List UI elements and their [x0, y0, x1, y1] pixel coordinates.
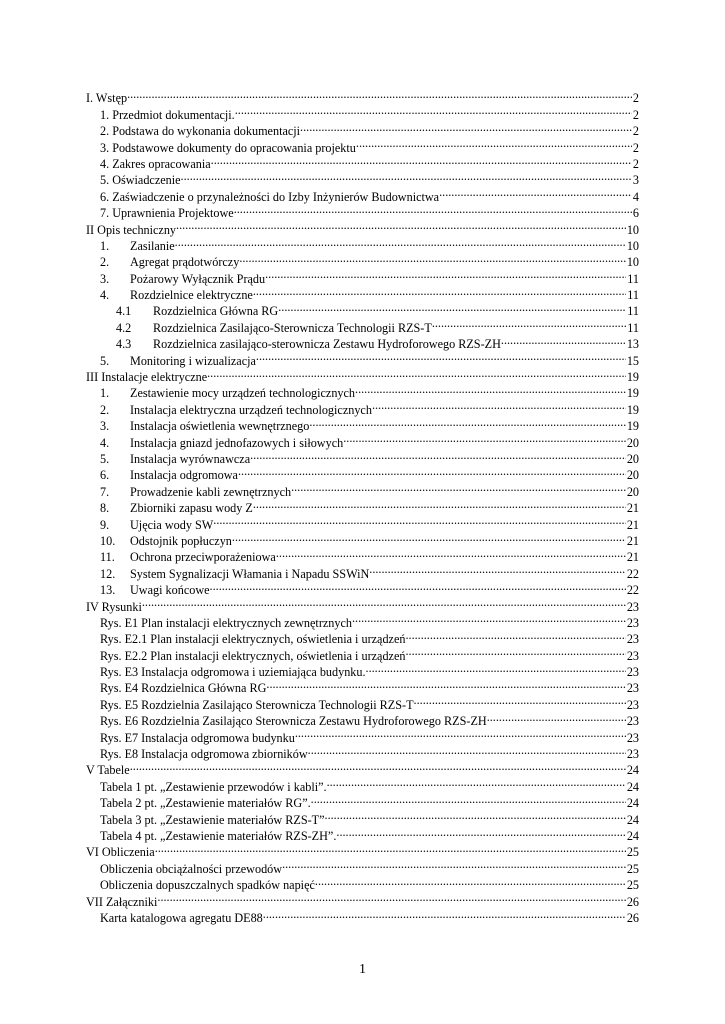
toc-entry-number: 9. [100, 517, 110, 532]
toc-dot-leader [487, 709, 626, 725]
toc-entry-number: 2. [100, 402, 110, 417]
toc-entry-title: Rys. E4 Rozdzielnica Główna RG [100, 681, 267, 696]
toc-entry-title: Rozdzielnica zasilająco-sterownicza Zestawu Hydroforowego RZS-ZH [153, 337, 501, 352]
toc-entry-page: 26 [626, 910, 639, 925]
toc-entry-title: 2. Podstawa do wykonania dokumentacji [100, 124, 301, 139]
toc-entry-page: 24 [626, 812, 639, 827]
toc-entry-title: Monitoring i wizualizacja [130, 353, 256, 368]
toc-entry-page: 20 [626, 435, 639, 450]
toc-dot-leader [405, 627, 625, 643]
toc-entry-page: 2 [632, 107, 639, 122]
toc-dot-leader [234, 201, 632, 217]
toc-entry-title: Rys. E7 Instalacja odgromowa budynku [100, 730, 295, 745]
toc-entry-page: 10 [626, 222, 639, 237]
toc-dot-leader [291, 479, 626, 495]
toc-dot-leader [295, 725, 626, 741]
toc-dot-leader [366, 660, 626, 676]
toc-dot-leader [207, 365, 626, 381]
toc-dot-leader [336, 824, 625, 840]
toc-dot-leader [355, 381, 626, 397]
toc-dot-leader [211, 152, 632, 168]
toc-entry-page: 19 [626, 370, 639, 385]
toc-entry-title: Tabela 2 pt. „Zestawienie materiałów RG”. [100, 796, 311, 811]
toc-entry-title: Rys. E5 Rozdzielnia Zasilająco Sterownicza Technologii RZS-T [100, 697, 414, 712]
toc-entry-title: Instalacja elektryczna urządzeń technologicznych [130, 402, 372, 417]
toc-entry-page: 19 [626, 386, 639, 401]
toc-entry-title: Rys. E1 Plan instalacji elektrycznych zewnętrznych [100, 615, 352, 630]
toc-dot-leader [501, 332, 626, 348]
toc-entry-page: 19 [626, 419, 639, 434]
toc-entry-title: System Sygnalizacji Włamania i Napadu SSWiN [130, 566, 370, 581]
toc-entry-title: Tabela 4 pt. „Zestawienie materiałów RZS-ZH”. [100, 828, 337, 843]
toc-entry-title: Rys. E8 Instalacja odgromowa zbiorników [100, 747, 308, 762]
toc-dot-leader [175, 234, 626, 250]
toc-dot-leader [253, 496, 626, 512]
toc-dot-leader [213, 512, 626, 528]
toc-dot-leader [369, 561, 626, 577]
toc-entry-title: Instalacja oświetlenia wewnętrznego [130, 419, 310, 434]
toc-dot-leader [300, 119, 632, 135]
toc-entry-title: Prowadzenie kabli zewnętrznych [130, 484, 292, 499]
toc-entry-page: 2 [632, 91, 639, 106]
toc-entry-page: 10 [626, 238, 639, 253]
toc-entry-title: Uwagi końcowe [130, 583, 210, 598]
toc-entry-title: Karta katalogowa agregatu DE88 [100, 910, 263, 925]
toc-entry[interactable] [86, 102, 639, 122]
toc-dot-leader [239, 250, 626, 266]
toc-dot-leader [263, 906, 626, 922]
toc-dot-leader [432, 315, 626, 331]
toc-entry-number: 4. [100, 435, 110, 450]
toc-dot-leader [130, 758, 626, 774]
toc-entry-number: 4.2 [116, 320, 132, 335]
toc-dot-leader [250, 447, 626, 463]
toc-dot-leader [308, 742, 626, 758]
toc-entry-number: 3. [100, 419, 110, 434]
toc-dot-leader [282, 856, 626, 872]
toc-entry-title: Instalacja odgromowa [130, 468, 238, 483]
toc-entry-page: 11 [627, 304, 639, 319]
toc-entry-page: 21 [626, 501, 639, 516]
toc-entry-title: V Tabele [86, 763, 130, 778]
toc-entry-title: Pożarowy Wyłącznik Prądu [130, 271, 266, 286]
toc-entry-title: IV Rysunki [86, 599, 142, 614]
toc-entry-page: 22 [626, 566, 639, 581]
toc-entry-page: 4 [632, 189, 639, 204]
toc-entry-page: 23 [626, 665, 639, 680]
toc-entry-page: 21 [626, 550, 639, 565]
toc-entry-number: 1. [100, 386, 110, 401]
page-number: 1 [359, 962, 366, 977]
toc-entry-title: Rys. E2.2 Plan instalacji elektrycznych, oświetlenia i urządzeń [100, 648, 406, 663]
toc-entry-page: 2 [632, 140, 639, 155]
toc-dot-leader [414, 692, 626, 708]
toc-entry-title: Zasilanie [130, 238, 175, 253]
toc-entry[interactable] [86, 594, 639, 614]
toc-entry-title: Ochrona przeciwporażeniowa [130, 550, 276, 565]
toc-entry-page: 11 [627, 288, 639, 303]
toc-entry-title: Instalacja gniazd jednofazowych i siłowych [130, 435, 344, 450]
toc-entry-page: 24 [626, 796, 639, 811]
toc-entry-title: Obliczenia dopuszczalnych spadków napięć [100, 878, 315, 893]
toc-dot-leader [235, 102, 632, 118]
toc-dot-leader [309, 414, 625, 430]
toc-entry-title: Rys. E6 Rozdzielnia Zasilająco Sterownicza Zestawu Hydroforowego RZS-ZH [100, 714, 487, 729]
toc-entry-number: 12. [100, 566, 116, 581]
toc-entry[interactable] [86, 86, 639, 106]
toc-entry-title: 1. Przedmiot dokumentacji. [100, 107, 235, 122]
toc-entry-page: 11 [627, 271, 639, 286]
toc-entry-page: 2 [632, 124, 639, 139]
toc-dot-leader [352, 611, 626, 627]
toc-entry-page: 11 [627, 320, 639, 335]
toc-entry-page: 26 [626, 894, 639, 909]
toc-entry-title: Zbiorniki zapasu wody Z [130, 501, 253, 516]
toc-entry-title: Rozdzielnica Główna RG [153, 304, 279, 319]
toc-entry-number: 7. [100, 484, 110, 499]
toc-entry-page: 25 [626, 861, 639, 876]
toc-entry-page: 21 [626, 517, 639, 532]
toc-dot-leader [439, 184, 632, 200]
toc-dot-leader [325, 807, 626, 823]
toc-entry-number: 4.3 [116, 337, 132, 352]
toc-dot-leader [253, 283, 626, 299]
toc-dot-leader [210, 578, 626, 594]
toc-entry-page: 23 [626, 730, 639, 745]
toc-entry-page: 23 [626, 681, 639, 696]
toc-entry-title: Rys. E3 Instalacja odgromowa i uziemiająca budynku. [100, 665, 366, 680]
toc-entry-number: 11. [100, 550, 115, 565]
toc-entry-page: 20 [626, 484, 639, 499]
toc-entry[interactable] [86, 774, 639, 794]
toc-dot-leader [238, 463, 626, 479]
toc-entry-page: 13 [626, 337, 639, 352]
toc-entry[interactable] [86, 889, 639, 909]
toc-dot-leader [327, 774, 626, 790]
toc-entry-title: 3. Podstawowe dokumenty do opracowania projektu [100, 140, 356, 155]
toc-dot-leader [315, 873, 626, 889]
toc-entry-number: 13. [100, 583, 116, 598]
toc-entry-title: II Opis techniczny [86, 222, 177, 237]
toc-entry-page: 23 [626, 599, 639, 614]
toc-entry-number: 8. [100, 501, 110, 516]
toc-entry-page: 6 [632, 206, 639, 221]
toc-entry-title: 5. Oświadczenie [100, 173, 181, 188]
toc-entry-page: 23 [626, 697, 639, 712]
toc-entry-title: Ujęcia wody SW [130, 517, 214, 532]
toc-entry[interactable] [86, 611, 639, 630]
toc-entry-title: VI Obliczenia [86, 845, 155, 860]
toc-dot-leader [142, 594, 626, 610]
toc-entry-number: 5. [100, 353, 110, 368]
toc-dot-leader [372, 397, 626, 413]
toc-entry[interactable] [86, 906, 639, 925]
toc-entry-title: 4. Zakres opracowania [100, 156, 211, 171]
toc-dot-leader [176, 217, 626, 233]
toc-dot-leader [127, 86, 632, 102]
toc-entry-page: 20 [626, 468, 639, 483]
toc-dot-leader [278, 299, 626, 315]
toc-entry-title: Rozdzielnice elektryczne [130, 288, 253, 303]
toc-entry-title: I. Wstęp [86, 91, 128, 106]
toc-entry[interactable] [86, 758, 639, 778]
toc-dot-leader [276, 545, 626, 561]
toc-entry-page: 10 [626, 255, 639, 270]
toc-dot-leader [405, 643, 625, 659]
toc-entry-page: 24 [626, 763, 639, 778]
toc-dot-leader [256, 348, 626, 364]
toc-entry-number: 5. [100, 451, 110, 466]
toc-entry-title: Rozdzielnica Zasilająco-Sterownicza Technologii RZS-T [153, 320, 432, 335]
toc-entry-title: Agregat prądotwórczy [130, 255, 240, 270]
toc-entry-number: 1. [100, 238, 110, 253]
toc-entry-title: 7. Uprawnienia Projektowe [100, 206, 234, 221]
toc-dot-leader [265, 266, 626, 282]
toc-entry-title: Zestawienie mocy urządzeń technologicznych [130, 386, 356, 401]
toc-entry-title: Rys. E2.1 Plan instalacji elektrycznych, oświetlenia i urządzeń [100, 632, 406, 647]
toc-dot-leader [343, 430, 626, 446]
toc-entry-page: 3 [632, 173, 639, 188]
toc-entry-page: 23 [626, 747, 639, 762]
toc-dot-leader [311, 791, 626, 807]
toc-entry-number: 3. [100, 271, 110, 286]
toc-entry-page: 22 [626, 583, 639, 598]
toc-entry-number: 6. [100, 468, 110, 483]
toc-entry-page: 21 [626, 533, 639, 548]
toc-entry-page: 25 [626, 878, 639, 893]
toc-dot-leader [157, 889, 625, 905]
toc-dot-leader [232, 529, 626, 545]
table-of-contents [86, 86, 639, 925]
toc-dot-leader [356, 135, 632, 151]
toc-entry-number: 4. [100, 288, 110, 303]
toc-entry[interactable] [86, 856, 639, 876]
toc-entry-title: VII Załączniki [86, 894, 158, 909]
toc-entry-page: 2 [632, 156, 639, 171]
toc-entry-number: 10. [100, 533, 116, 548]
toc-entry-page: 23 [626, 714, 639, 729]
toc-entry-number: 2. [100, 255, 110, 270]
toc-dot-leader [155, 840, 626, 856]
toc-entry-page: 15 [626, 353, 639, 368]
toc-entry-title: Obliczenia obciążalności przewodów [100, 861, 283, 876]
toc-entry-page: 24 [626, 779, 639, 794]
toc-entry-title: Tabela 3 pt. „Zestawienie materiałów RZS-T” [100, 812, 325, 827]
toc-entry-page: 19 [626, 402, 639, 417]
toc-entry-page: 23 [626, 615, 639, 630]
toc-entry-title: 6. Zaświadczenie o przynależności do Izby Inżynierów Budownictwa [100, 189, 440, 204]
toc-entry-page: 24 [626, 828, 639, 843]
toc-entry-page: 20 [626, 451, 639, 466]
toc-entry-page: 25 [626, 845, 639, 860]
toc-entry-number: 4.1 [116, 304, 132, 319]
toc-entry-title: Tabela 1 pt. „Zestawienie przewodów i kabli”. [100, 779, 327, 794]
toc-entry-page: 23 [626, 648, 639, 663]
toc-entry-page: 23 [626, 632, 639, 647]
toc-dot-leader [266, 676, 625, 692]
toc-entry-title: III Instalacje elektryczne [86, 370, 208, 385]
toc-entry-title: Odstojnik popłuczyn [130, 533, 232, 548]
toc-entry[interactable] [86, 840, 639, 860]
toc-dot-leader [181, 168, 632, 184]
toc-entry-title: Instalacja wyrównawcza [130, 451, 251, 466]
